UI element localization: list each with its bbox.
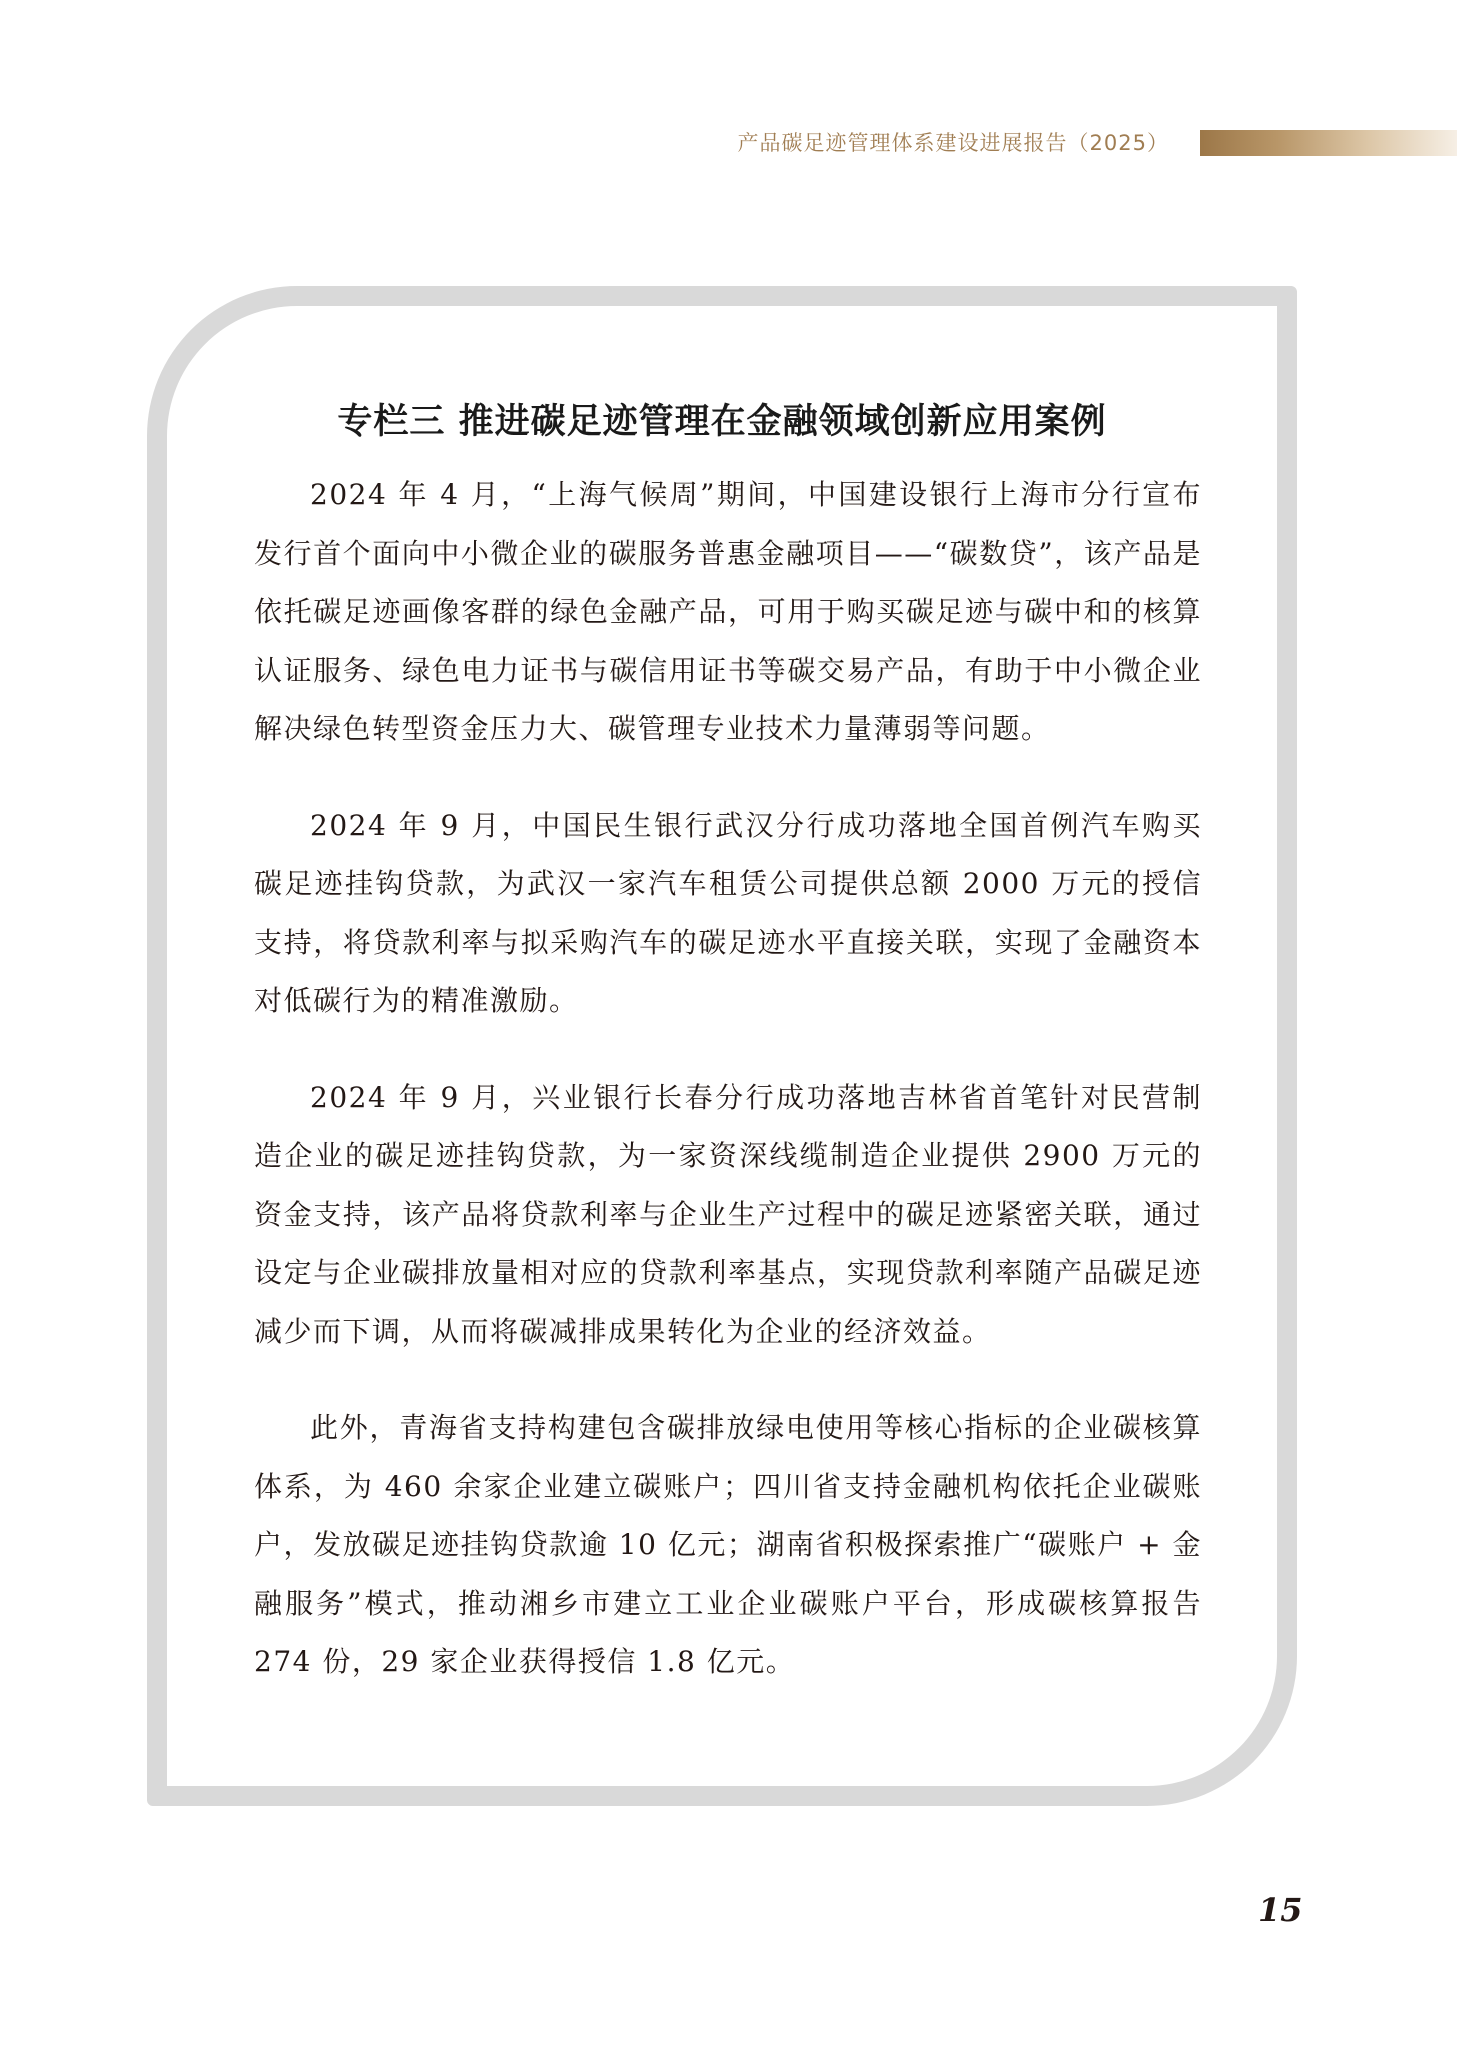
paragraph: 2024 年 9 月，兴业银行长春分行成功落地吉林省首笔针对民营制造企业的碳足迹挂钩贷款，为一家资深线缆制造企业提供 2900 万元的资金支持，该产品将贷款利率与企业生产过程中的碳足迹紧密关联，通过设定与企业碳排放量相对应的贷款利率基点，实现贷款利率随产品碳足迹减少而下调，从而将碳减排成果转化为企业的经济效益。 (254, 1080, 1202, 1348)
paragraph: 2024 年 4 月，“上海气候周”期间，中国建设银行上海市分行宣布发行首个面向中小微企业的碳服务普惠金融项目——“碳数贷”，该产品是依托碳足迹画像客群的绿色金融产品，可用于购买碳足迹与碳中和的核算认证服务、绿色电力证书与碳信用证书等碳交易产品，有助于中小微企业解决绿色转型资金压力大、碳管理专业技术力量薄弱等问题。 (254, 478, 1202, 745)
running-header-bar (1200, 130, 1457, 156)
paragraph: 此外，青海省支持构建包含碳排放绿电使用等核心指标的企业碳核算体系，为 460 余家企业建立碳账户；四川省支持金融机构依托企业碳账户，发放碳足迹挂钩贷款逾 10 亿元；湖南省积极探索推广“碳账户 + 金融服务”模式，推动湘乡市建立工业企业碳账户平台，形成碳核算报告 274 份，29 家企业获得授信 1.8 亿元。 (254, 1411, 1202, 1678)
running-header (0, 128, 1457, 158)
column-content (254, 466, 1202, 1730)
column-title: 专栏三 推进碳足迹管理在金融领域创新应用案例 (337, 402, 1107, 442)
paragraph: 2024 年 9 月，中国民生银行武汉分行成功落地全国首例汽车购买碳足迹挂钩贷款，为武汉一家汽车租赁公司提供总额 2000 万元的授信支持，将贷款利率与拟采购汽车的碳足迹水平直接关联，实现了金融资本对低碳行为的精准激励。 (254, 808, 1202, 1017)
running-header-title: 产品碳足迹管理体系建设进展报告（2025） (737, 131, 1169, 155)
page-number: 15 (1258, 1891, 1303, 1929)
